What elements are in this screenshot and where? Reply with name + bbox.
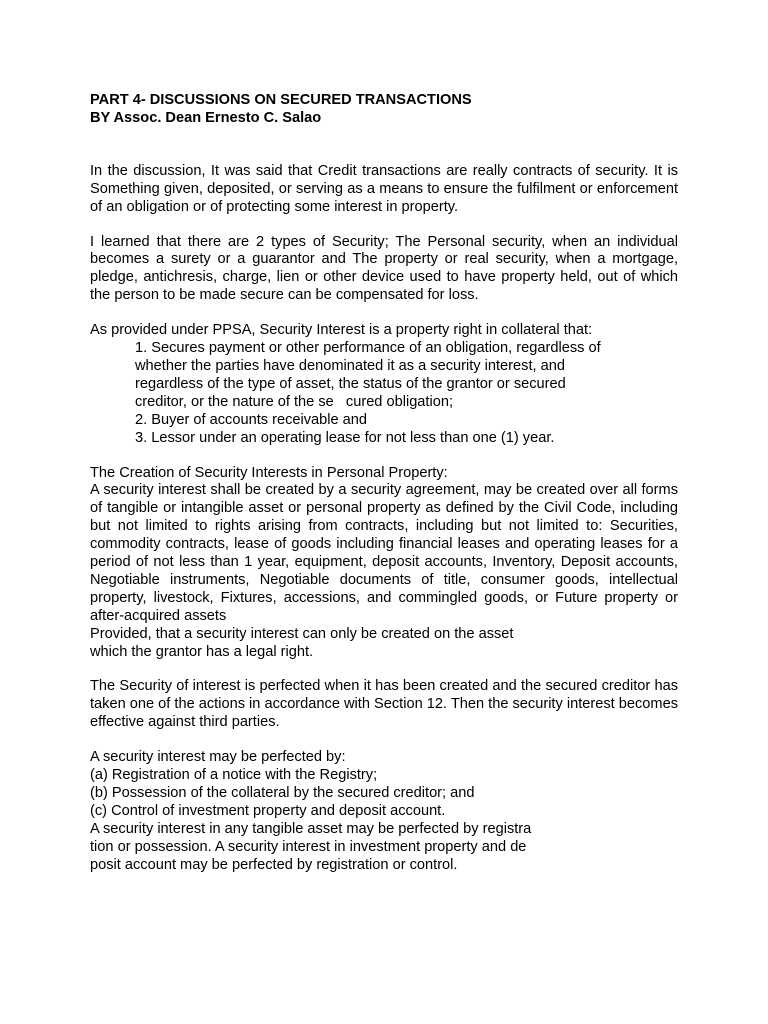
paragraph-credit-transactions: In the discussion, It was said that Credit transactions are really contracts of security. It is Something given, deposited, or serving as a means to ensure the fulfilment or enforcement of an obligation or of protecting some interest in property. <box>90 162 678 215</box>
paragraph-types-of-security: I learned that there are 2 types of Security; The Personal security, when an individual becomes a surety or a guarantor and The property or real security, when a mortgage, pledge, antichresis, charge, lien or other device used to have property held, out of which the person to be made secure can be compensated for loss. <box>90 233 678 304</box>
list-item: 1. Secures payment or other performance of an obligation, regardless of <box>135 340 601 357</box>
list-item: regardless of the type of asset, the status of the grantor or secured <box>135 375 566 392</box>
spacer <box>90 217 678 234</box>
list-item: (c) Control of investment property and deposit account. <box>90 802 446 819</box>
ppsa-list <box>90 340 678 447</box>
paragraph-perfected-by-intro: A security interest may be perfected by: <box>90 749 346 766</box>
spacer <box>90 305 678 322</box>
paragraph-ppsa-intro: As provided under PPSA, Security Interest is a property right in collateral that: <box>90 322 593 339</box>
document-title: PART 4- DISCUSSIONS ON SECURED TRANSACTIONS <box>90 92 472 108</box>
list-item: whether the parties have denominated it as a security interest, and <box>135 357 565 374</box>
paragraph-creation: A security interest shall be created by a security agreement, may be created over all forms of tangible or intangible asset or personal property as defined by the Civil Code, including but not limited to rights arising from contracts, including but not limited to: Securities, commodity contracts, lease of goods including financial leases and operating leases for a period of not less than 1 year, equipment, deposit accounts, Inventory, Deposit accounts, Negotiable instruments, Negotiable documents of title, consumer goods, intellectual property, livestock, Fixtures, accessions, and commingled goods, or Future property or after-acquired assets <box>90 482 678 624</box>
paragraph-perfection: The Security of interest is perfected when it has been created and the secured creditor has taken one of the actions in accordance with Section 12. Then the security interest becomes effective against third parties. <box>90 678 678 731</box>
spacer <box>90 128 678 163</box>
closing-line: tion or possession. A security interest in investment property and de <box>90 838 527 855</box>
spacer <box>90 448 678 465</box>
document-author: BY Assoc. Dean Ernesto C. Salao <box>90 109 322 126</box>
paragraph-provided-line: which the grantor has a legal right. <box>90 643 314 660</box>
paragraph-provided-line: Provided, that a security interest can only be created on the asset <box>90 625 514 642</box>
list-item: (a) Registration of a notice with the Registry; <box>90 767 378 784</box>
closing-line: A security interest in any tangible asset may be perfected by registra <box>90 820 532 837</box>
spacer <box>90 732 678 749</box>
list-item: (b) Possession of the collateral by the secured creditor; and <box>90 785 475 801</box>
closing-line: posit account may be perfected by registration or control. <box>90 856 458 873</box>
spacer <box>90 661 678 678</box>
list-item: creditor, or the nature of the se cured obligation; <box>135 393 454 410</box>
list-item: 3. Lessor under an operating lease for not less than one (1) year. <box>135 429 555 446</box>
section-heading-creation: The Creation of Security Interests in Personal Property: <box>90 464 448 481</box>
list-item: 2. Buyer of accounts receivable and <box>135 411 368 428</box>
document-body <box>90 92 678 875</box>
